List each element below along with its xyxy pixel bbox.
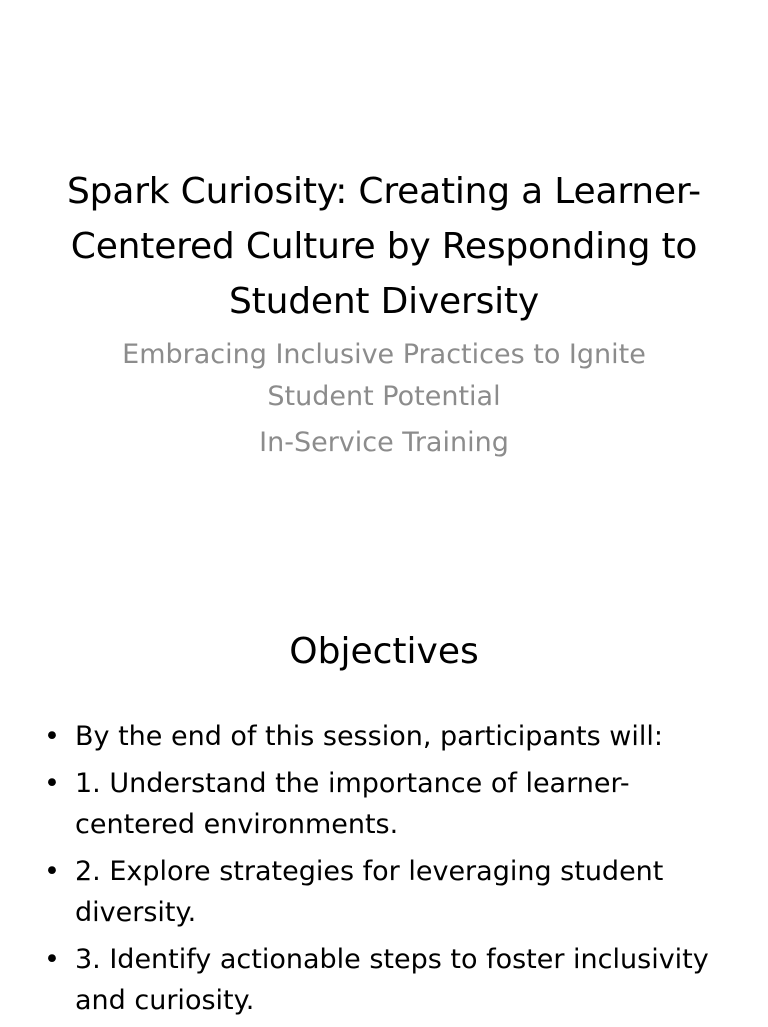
bullet-icon: •: [44, 944, 60, 975]
slide-title: Spark Curiosity: Creating a Learner-Centered Culture by Responding to Student Diversity: [67, 171, 701, 322]
title-slide: [0, 0, 768, 512]
bullet-text: 2. Explore strategies for leveraging student diversity.: [75, 856, 664, 928]
bullet-icon: •: [44, 856, 60, 887]
bullet-text: 1. Understand the importance of learner-centered environments.: [75, 768, 630, 840]
objectives-slide: [0, 512, 768, 1024]
bullet-item: [40, 851, 728, 933]
bullet-item: [40, 939, 728, 1021]
bullet-text: By the end of this session, participants will:: [75, 721, 663, 752]
bullet-list: [40, 716, 728, 1027]
bullet-text: 3. Identify actionable steps to foster inclusivity and curiosity.: [75, 944, 709, 1016]
bullet-item: [40, 763, 728, 845]
bullet-icon: •: [44, 768, 60, 799]
bullet-icon: •: [44, 721, 60, 752]
subtitle-line: In-Service Training: [259, 427, 509, 458]
slide-subtitle: [100, 334, 668, 464]
subtitle-line: Embracing Inclusive Practices to Ignite Student Potential: [122, 339, 646, 412]
slide-title: Objectives: [289, 631, 479, 672]
bullet-item: [40, 716, 728, 757]
